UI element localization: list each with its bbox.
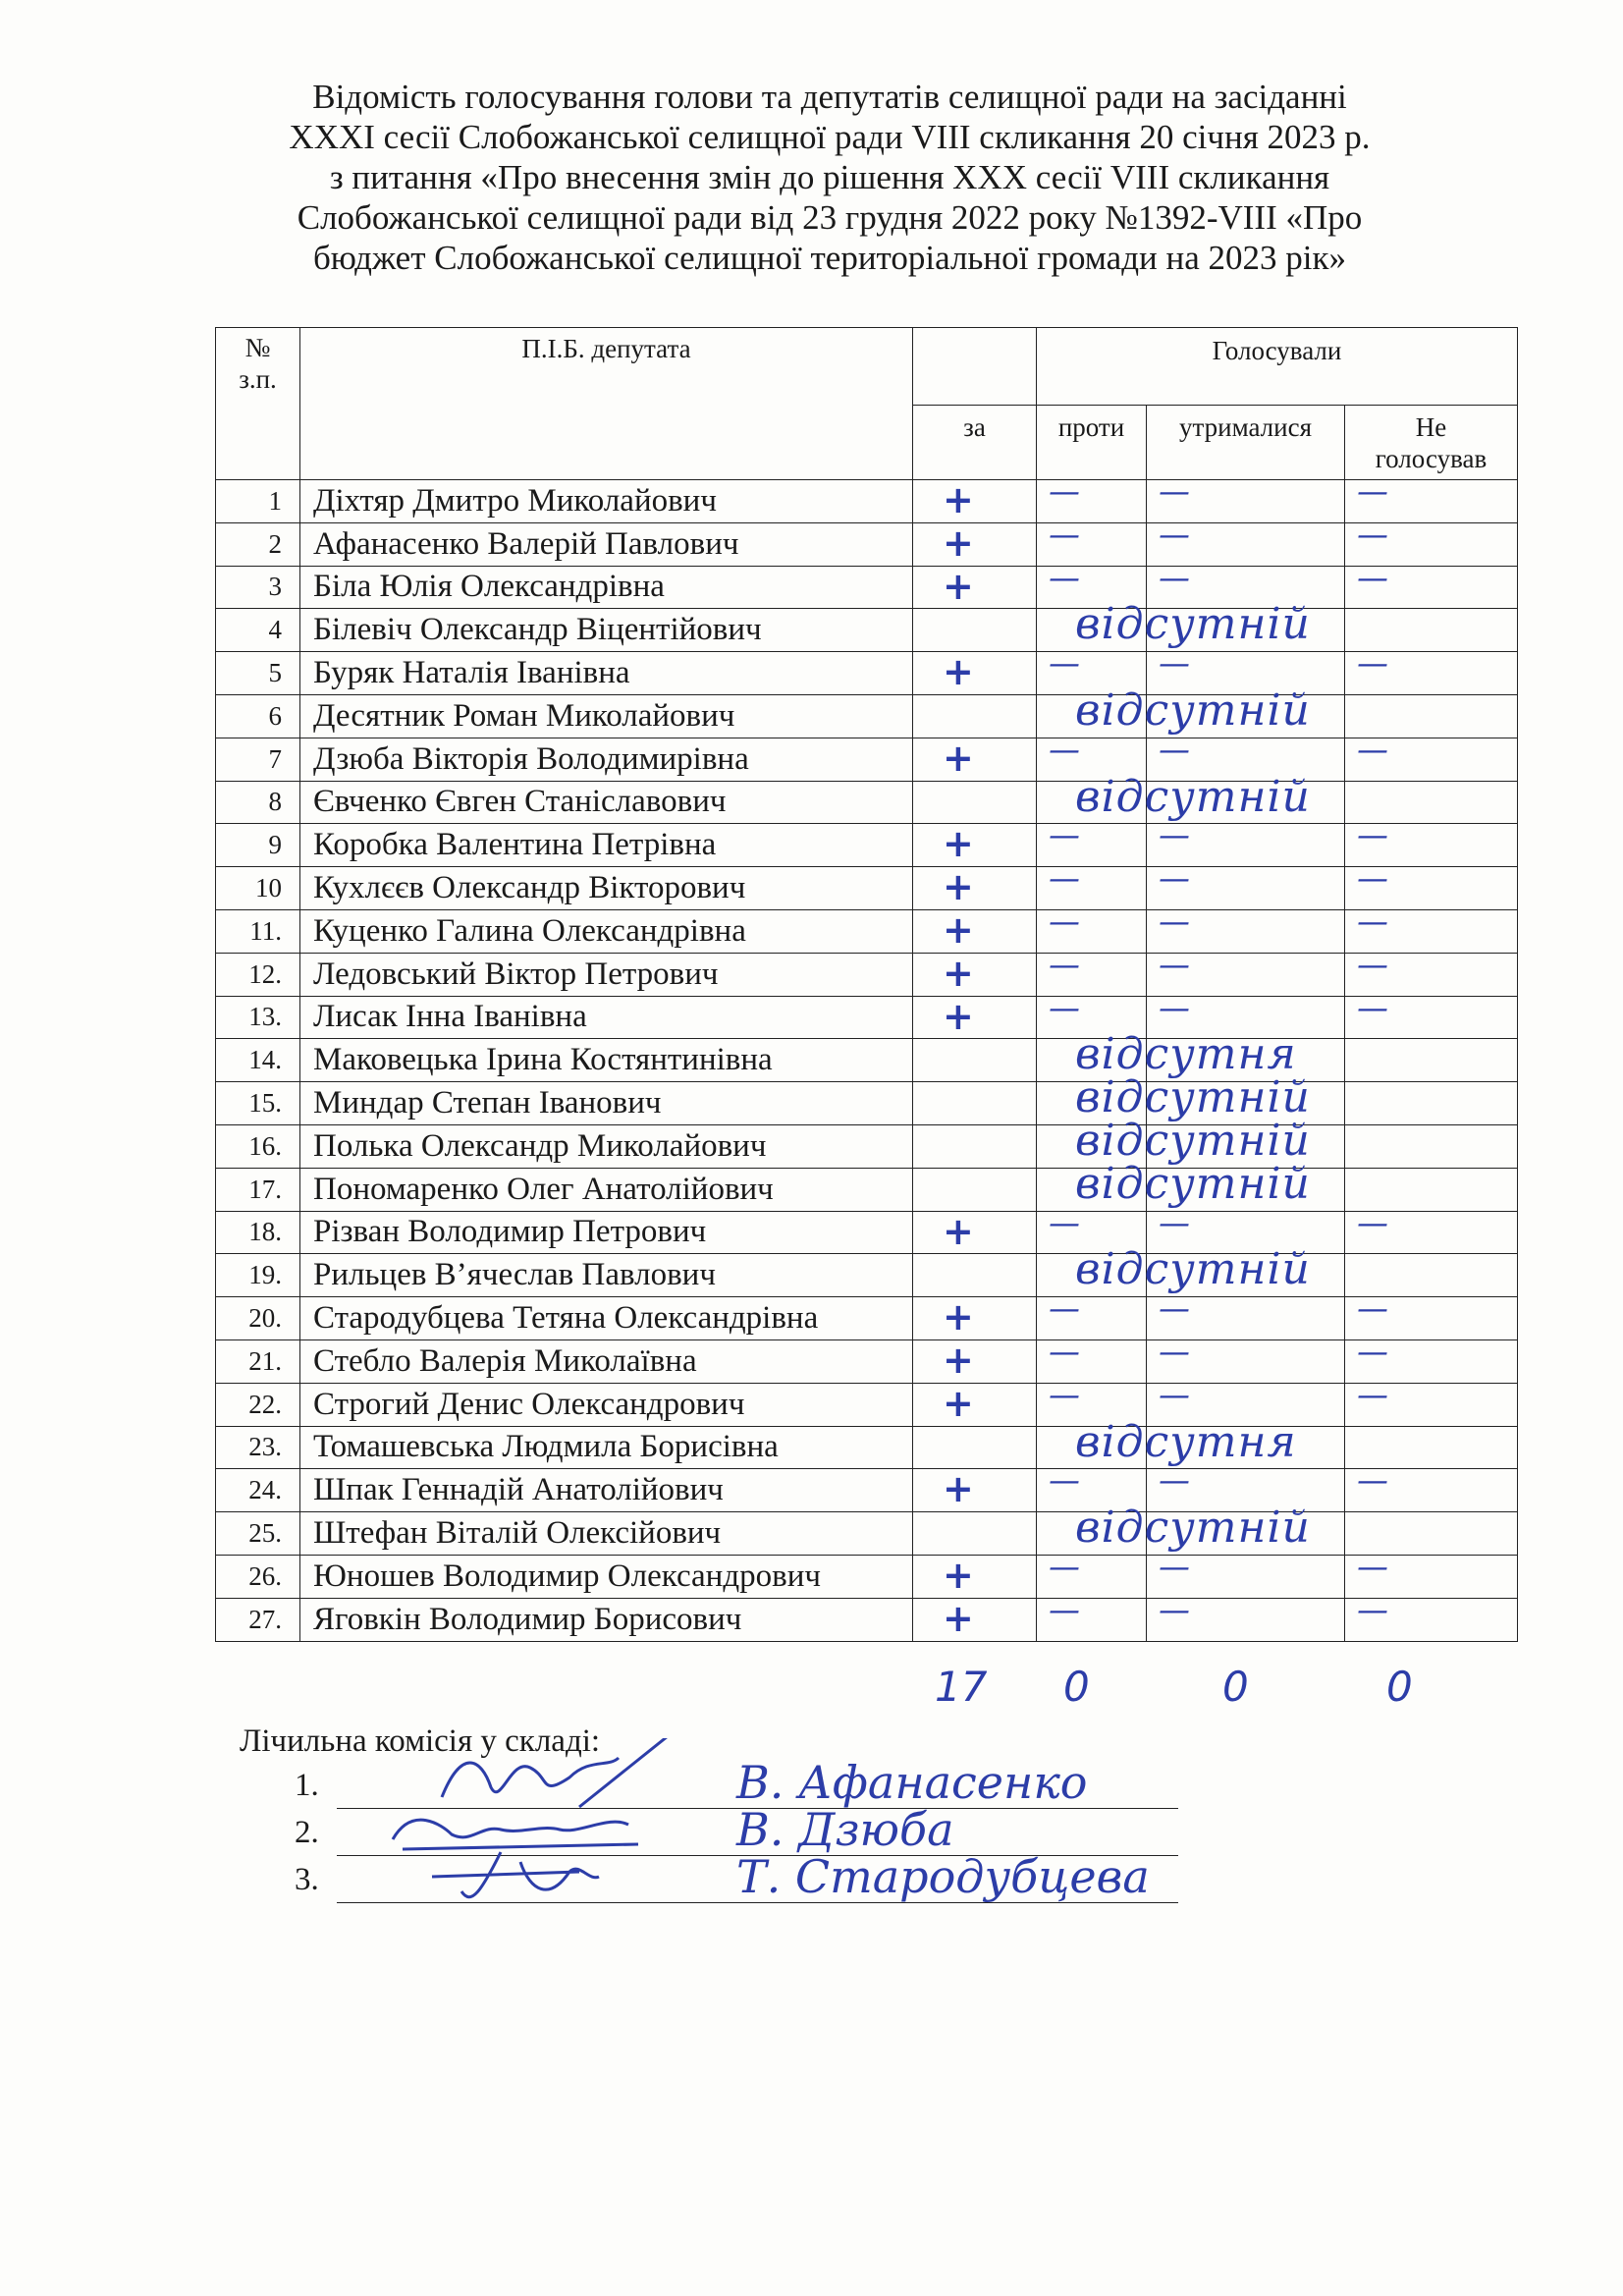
signature-line [295, 1850, 1178, 1909]
table-row [216, 694, 1518, 738]
table-row [216, 738, 1518, 781]
dash-mark: — [1159, 515, 1190, 553]
dash-mark: — [1049, 558, 1080, 596]
table-row [216, 1211, 1518, 1254]
dash-mark: — [1159, 1289, 1190, 1328]
dash-mark: — [1159, 1590, 1190, 1628]
dash-mark: — [1357, 558, 1388, 596]
dash-mark: — [1159, 816, 1190, 854]
vote-for-cell [913, 1072, 1311, 1125]
absent-note: відсутній [1075, 1503, 1311, 1554]
vote-for-cell [913, 684, 1311, 738]
dash-mark: — [1049, 859, 1080, 898]
vote-not-voted-cell [1345, 558, 1518, 609]
dash-mark: — [1049, 988, 1080, 1026]
header-abstained [1147, 405, 1345, 479]
deputy-name: Яговкін Володимир Борисович [300, 1598, 913, 1641]
header-line: XXXI сесії Слобожанської селищної ради VIII скликання 20 січня 2023 р. [289, 118, 1371, 156]
vote-not-voted-cell [1345, 1375, 1518, 1426]
header-not-voted-line2: голосував [1375, 443, 1488, 473]
deputy-name: Різван Володимир Петрович [300, 1211, 913, 1254]
total-against: 0 [1063, 1663, 1090, 1711]
table-row [216, 1297, 1518, 1340]
dash-mark: — [1049, 816, 1080, 854]
header-row [216, 328, 1518, 406]
vote-against-cell [1037, 1590, 1147, 1641]
plus-mark: + [943, 865, 974, 909]
vote-for-cell [913, 522, 1037, 566]
deputy-name: Лисак Інна Іванівна [300, 996, 913, 1039]
vote-not-voted-cell [1345, 730, 1518, 781]
deputy-name: Ледовський Віктор Петрович [300, 953, 913, 996]
deputy-name: Строгий Денис Олександрович [300, 1383, 913, 1426]
table-row [216, 1339, 1518, 1383]
vote-not-voted-cell [1345, 1124, 1518, 1168]
table-row [216, 1426, 1518, 1469]
header-for [913, 405, 1037, 479]
document-header [216, 77, 1443, 278]
dash-mark: — [1357, 1461, 1388, 1500]
dash-mark: — [1159, 730, 1190, 768]
header-line: бюджет Слобожанської селищної територіальної громади на 2023 рік» [312, 239, 1347, 277]
signature-index: 1. [295, 1768, 319, 1803]
dash-mark: — [1357, 816, 1388, 854]
vote-for-cell [913, 1211, 1037, 1254]
row-number: 11. [216, 909, 300, 953]
absent-note: відсутній [1075, 1115, 1311, 1166]
dash-mark: — [1049, 1332, 1080, 1370]
dash-mark: — [1049, 1461, 1080, 1500]
dash-mark: — [1357, 1375, 1388, 1413]
deputy-name: Афанасенко Валерій Павлович [300, 522, 913, 566]
table-row [216, 1082, 1518, 1125]
table-row [216, 1512, 1518, 1556]
row-number: 19. [216, 1254, 300, 1297]
row-number: 27. [216, 1598, 300, 1641]
row-number: 8 [216, 781, 300, 824]
dash-mark: — [1357, 1590, 1388, 1628]
deputy-name: Діхтяр Дмитро Миколайович [300, 480, 913, 523]
dash-mark: — [1357, 988, 1388, 1026]
row-number: 6 [216, 694, 300, 738]
vote-for-cell [913, 953, 1037, 996]
dash-mark: — [1159, 558, 1190, 596]
deputy-name: Десятник Роман Миколайович [300, 694, 913, 738]
plus-mark: + [943, 478, 974, 521]
absent-note: відсутній [1075, 599, 1311, 650]
row-number: 18. [216, 1211, 300, 1254]
dash-mark: — [1159, 945, 1190, 983]
total-for: 17 [935, 1663, 988, 1711]
header-blank [913, 328, 1037, 406]
vote-for-cell [913, 771, 1311, 824]
signature-name: В. Дзюба [736, 1803, 954, 1856]
deputy-name: Томашевська Людмила Борисівна [300, 1426, 913, 1469]
dash-mark: — [1357, 730, 1388, 768]
row-number: 12. [216, 953, 300, 996]
row-number: 26. [216, 1555, 300, 1598]
row-number: 10 [216, 867, 300, 910]
dash-mark: — [1049, 945, 1080, 983]
dash-mark: — [1357, 1203, 1388, 1241]
table-row [216, 1039, 1518, 1082]
dash-mark: — [1049, 730, 1080, 768]
vote-for-cell [913, 1339, 1037, 1383]
header-abstained-label: утрималися [1178, 411, 1313, 442]
dash-mark: — [1159, 644, 1190, 683]
header-line: Слобожанської селищної ради від 23 грудня 2022 року №1392-VIII «Про [297, 198, 1363, 237]
header-line: з питання «Про внесення змін до рішення XXX сесії VIII скликання [329, 158, 1330, 196]
deputy-name: Білевіч Олександр Віцентійович [300, 609, 913, 652]
absent-note: відсутня [1075, 1416, 1297, 1467]
row-number: 9 [216, 824, 300, 867]
table-row [216, 953, 1518, 996]
dash-mark: — [1049, 472, 1080, 510]
deputy-name: Євченко Євген Станіславович [300, 781, 913, 824]
dash-mark: — [1159, 902, 1190, 940]
row-number: 21. [216, 1339, 300, 1383]
absent-note: відсутній [1075, 1072, 1311, 1123]
vote-for-cell [913, 1416, 1297, 1469]
dash-mark: — [1049, 1203, 1080, 1241]
table-row [216, 867, 1518, 910]
row-number: 2 [216, 522, 300, 566]
plus-mark: + [943, 736, 974, 780]
plus-mark: + [943, 520, 974, 565]
vote-for-cell [913, 1503, 1311, 1556]
table-row [216, 652, 1518, 695]
absent-note: відсутній [1075, 771, 1311, 822]
dash-mark: — [1049, 902, 1080, 940]
dash-mark: — [1049, 1375, 1080, 1413]
row-number: 5 [216, 652, 300, 695]
plus-mark: + [943, 1295, 974, 1339]
total-not-voted: 0 [1386, 1663, 1413, 1711]
row-number: 23. [216, 1426, 300, 1469]
vote-for-cell [913, 867, 1037, 910]
deputy-name: Шпак Геннадій Анатолійович [300, 1469, 913, 1512]
header-against-label: проти [1057, 411, 1125, 442]
dash-mark: — [1357, 859, 1388, 898]
row-number: 7 [216, 738, 300, 781]
dash-mark: — [1159, 1332, 1190, 1370]
deputy-name: Миндар Степан Іванович [300, 1082, 913, 1125]
plus-mark: + [943, 650, 974, 694]
vote-for-cell [913, 1383, 1037, 1426]
absent-note: відсутній [1075, 1158, 1311, 1209]
header-num [216, 328, 300, 480]
table-row [216, 566, 1518, 609]
row-number: 20. [216, 1297, 300, 1340]
vote-not-voted-cell [1345, 1082, 1518, 1125]
deputy-name: Полька Олександр Миколайович [300, 1124, 913, 1168]
row-number: 3 [216, 566, 300, 609]
plus-mark: + [943, 1381, 974, 1425]
dash-mark: — [1357, 644, 1388, 683]
deputy-name: Куценко Галина Олександрівна [300, 909, 913, 953]
vote-for-cell [913, 738, 1037, 781]
dash-mark: — [1357, 472, 1388, 510]
deputy-name: Маковецька Ірина Костянтинівна [300, 1039, 913, 1082]
table-row [216, 824, 1518, 867]
row-number: 25. [216, 1512, 300, 1556]
table-row [216, 996, 1518, 1039]
table-row [216, 480, 1518, 523]
dash-mark: — [1049, 644, 1080, 683]
vote-not-voted-cell [1345, 1590, 1518, 1641]
vote-not-voted-cell [1345, 1039, 1518, 1082]
signature-name: Т. Стародубцева [736, 1850, 1150, 1903]
row-number: 24. [216, 1469, 300, 1512]
dash-mark: — [1159, 1547, 1190, 1585]
vote-for-cell [913, 1029, 1297, 1082]
header-name-label: П.І.Б. депутата [521, 334, 691, 363]
vote-for-cell [913, 909, 1037, 953]
dash-mark: — [1159, 1375, 1190, 1413]
header-name [300, 328, 913, 480]
table-row [216, 909, 1518, 953]
header-for-label: за [963, 411, 986, 442]
plus-mark: + [943, 1338, 974, 1382]
deputy-name: Пономаренко Олег Анатолійович [300, 1168, 913, 1211]
vote-not-voted-cell [1345, 988, 1518, 1039]
dash-mark: — [1357, 515, 1388, 553]
vote-for-cell [913, 566, 1037, 609]
table-row [216, 781, 1518, 824]
dash-mark: — [1159, 472, 1190, 510]
dash-mark: — [1159, 1203, 1190, 1241]
vote-for-cell [913, 996, 1037, 1039]
table-row [216, 1168, 1518, 1211]
deputy-name: Стебло Валерія Миколаївна [300, 1339, 913, 1383]
dash-mark: — [1357, 1547, 1388, 1585]
vote-not-voted-cell [1345, 1203, 1518, 1254]
plus-mark: + [943, 907, 974, 952]
header-not-voted-line1: Не [1415, 411, 1447, 442]
vote-not-voted-cell [1345, 1461, 1518, 1512]
table-row [216, 1124, 1518, 1168]
row-number: 17. [216, 1168, 300, 1211]
signature-index: 2. [295, 1815, 319, 1850]
row-number: 22. [216, 1383, 300, 1426]
row-number: 1 [216, 480, 300, 523]
deputy-name: Стародубцева Тетяна Олександрівна [300, 1297, 913, 1340]
absent-note: відсутній [1075, 684, 1311, 736]
signature-name: В. Афанасенко [736, 1756, 1088, 1809]
deputy-name: Штефан Віталій Олексійович [300, 1512, 913, 1556]
dash-mark: — [1159, 1461, 1190, 1500]
commission-label: Лічильна комісія у складі: [240, 1723, 601, 1759]
total-abstained: 0 [1222, 1663, 1249, 1711]
plus-mark: + [943, 1209, 974, 1253]
dash-mark: — [1049, 515, 1080, 553]
vote-for-cell [913, 1244, 1311, 1297]
plus-mark: + [943, 822, 974, 866]
dash-mark: — [1357, 945, 1388, 983]
row-number: 14. [216, 1039, 300, 1082]
table-row [216, 1598, 1518, 1641]
deputy-name: Кухлєєв Олександр Вікторович [300, 867, 913, 910]
dash-mark: — [1357, 1289, 1388, 1328]
table-row [216, 1383, 1518, 1426]
header-voted-label: Голосували [1212, 336, 1342, 365]
deputy-name: Рильцев В’ячеслав Павлович [300, 1254, 913, 1297]
plus-mark: + [943, 951, 974, 995]
header-against [1037, 405, 1147, 479]
vote-for-cell [913, 1598, 1037, 1641]
table-row [216, 522, 1518, 566]
header-num-symbol: № [244, 333, 271, 362]
plus-mark: + [943, 1596, 974, 1640]
header-not-voted [1345, 405, 1518, 479]
deputy-name: Біла Юлія Олександрівна [300, 566, 913, 609]
absent-note: відсутній [1075, 1244, 1311, 1295]
dash-mark: — [1049, 1289, 1080, 1328]
signature-scribble [383, 1832, 717, 1911]
plus-mark: + [943, 1467, 974, 1511]
row-number: 4 [216, 609, 300, 652]
dash-mark: — [1357, 1332, 1388, 1370]
dash-mark: — [1159, 859, 1190, 898]
vote-not-voted-cell [1345, 644, 1518, 695]
deputy-name: Буряк Наталія Іванівна [300, 652, 913, 695]
absent-note: відсутня [1075, 1029, 1297, 1080]
table-row [216, 1469, 1518, 1512]
table-row [216, 1555, 1518, 1598]
vote-for-cell [913, 1469, 1037, 1512]
vote-for-cell [913, 1555, 1037, 1598]
header-voted [1037, 328, 1518, 406]
vote-for-cell [913, 1297, 1037, 1340]
row-number: 13. [216, 996, 300, 1039]
table-row [216, 1254, 1518, 1297]
deputy-name: Юношев Володимир Олександрович [300, 1555, 913, 1598]
vote-for-cell [913, 599, 1311, 652]
vote-abstained-cell [1147, 1590, 1345, 1641]
deputy-name: Дзюба Вікторія Володимирівна [300, 738, 913, 781]
deputy-name: Коробка Валентина Петрівна [300, 824, 913, 867]
plus-mark: + [943, 1553, 974, 1597]
dash-mark: — [1159, 988, 1190, 1026]
plus-mark: + [943, 564, 974, 608]
dash-mark: — [1049, 1590, 1080, 1628]
signature-index: 3. [295, 1862, 319, 1897]
plus-mark: + [943, 994, 974, 1038]
dash-mark: — [1049, 1547, 1080, 1585]
header-line: Відомість голосування голови та депутатів селищної ради на засіданні [312, 78, 1347, 116]
header-num-abbrev: з.п. [239, 364, 277, 394]
row-number: 16. [216, 1124, 300, 1168]
vote-for-cell [913, 1158, 1311, 1211]
vote-for-cell [913, 1115, 1311, 1168]
voting-table [215, 327, 1518, 1642]
vote-for-cell [913, 824, 1037, 867]
table-row [216, 609, 1518, 652]
vote-for-cell [913, 652, 1037, 695]
row-number: 15. [216, 1082, 300, 1125]
vote-for-cell [913, 480, 1037, 523]
dash-mark: — [1357, 902, 1388, 940]
